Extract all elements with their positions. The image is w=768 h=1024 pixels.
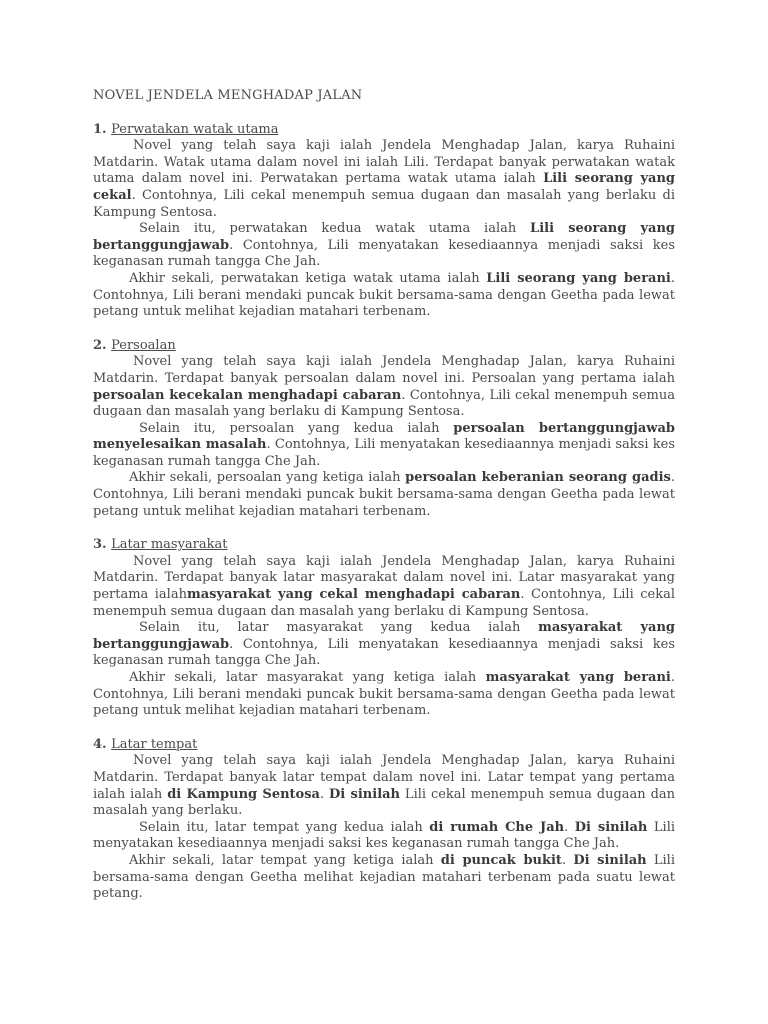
paragraph bbox=[93, 138, 675, 221]
text-run: . Contohnya, Lili berani mendaki puncak bukit bersama-sama dengan Geetha pada lewat petang untuk melihat kejadian matahari terbenam. bbox=[93, 470, 675, 519]
paragraph bbox=[93, 221, 675, 271]
document-page bbox=[93, 88, 675, 903]
text-run: Novel yang telah saya kaji ialah Jendela Menghadap Jalan, karya Ruhaini Matdarin. Terdapat banyak latar masyarakat dalam novel ini. Latar masyarakat yang pertama ialah bbox=[93, 553, 675, 603]
section-number: 2. bbox=[93, 337, 112, 353]
section-heading bbox=[93, 338, 675, 355]
section-4 bbox=[93, 737, 675, 903]
text-run: Akhir sekali, latar masyarakat yang ketiga ialah bbox=[129, 670, 486, 685]
text-run: Lili cekal menempuh semua dugaan dan masalah yang berlaku. bbox=[93, 786, 676, 819]
bold-text: Di sinilah bbox=[329, 786, 401, 802]
bold-text: Lili seorang yang bertanggungjawab bbox=[93, 221, 676, 253]
paragraph bbox=[93, 354, 675, 420]
section-2 bbox=[93, 338, 675, 521]
bold-text: masyarakat yang bertanggungjawab bbox=[93, 620, 675, 652]
text-run: . Contohnya, Lili menyatakan kesediaannya menjadi saksi kes keganasan rumah tangga Che Jah. bbox=[93, 437, 676, 469]
text-run: Lili menyatakan kesediaannya menjadi saksi kes keganasan rumah tangga Che Jah. bbox=[93, 819, 676, 852]
text-run: . Contohnya, Lili menyatakan kesediaannya menjadi saksi kes keganasan rumah tangga Che Jah. bbox=[93, 636, 675, 669]
section-heading bbox=[93, 537, 675, 554]
text-run: . Contohnya, Lili menyatakan kesediaannya menjadi saksi kes keganasan rumah tangga Che Jah. bbox=[93, 237, 675, 270]
bold-text: Lili seorang yang berani bbox=[486, 270, 671, 286]
text-run: Selain itu, latar tempat yang kedua ialah bbox=[139, 819, 430, 835]
section-number: 3. bbox=[93, 537, 112, 553]
bold-text: masyarakat yang cekal menghadapi cabaran bbox=[186, 587, 521, 603]
bold-text: Di sinilah bbox=[573, 852, 647, 868]
bold-text: persoalan kecekalan menghadapi cabaran bbox=[93, 387, 402, 403]
text-run: . bbox=[561, 852, 574, 868]
paragraph bbox=[93, 853, 675, 903]
text-run: Novel yang telah saya kaji ialah Jendela Menghadap Jalan, karya Ruhaini Matdarin. Watak utama dalam novel ini ialah Lili. Terdapat banyak perwatakan watak utama dalam novel ini. Perwatakan pertama watak utama ialah bbox=[93, 138, 675, 187]
paragraph bbox=[93, 421, 675, 471]
bold-text: persoalan keberanian seorang gadis bbox=[405, 470, 671, 486]
text-run: Lili bersama-sama dengan Geetha melihat kejadian matahari terbenam pada suatu lewat petang. bbox=[93, 852, 675, 902]
text-run: . Contohnya, Lili cekal menempuh semua dugaan dan masalah yang berlaku di Kampung Sentosa. bbox=[93, 187, 675, 220]
text-run: Novel yang telah saya kaji ialah Jendela Menghadap Jalan, karya Ruhaini Matdarin. Terdapat banyak persoalan dalam novel ini. Persoalan yang pertama ialah bbox=[93, 354, 675, 386]
section-number: 4. bbox=[93, 736, 112, 752]
paragraph bbox=[93, 470, 675, 520]
section-heading-text: Persoalan bbox=[111, 337, 176, 353]
text-run: Selain itu, latar masyarakat yang kedua ialah bbox=[139, 620, 539, 636]
text-run: Akhir sekali, persoalan yang ketiga ialah bbox=[129, 470, 406, 486]
paragraph bbox=[93, 554, 675, 620]
section-number: 1. bbox=[93, 121, 112, 137]
text-run: . bbox=[319, 786, 330, 802]
section-heading bbox=[93, 122, 675, 139]
paragraph bbox=[93, 271, 675, 321]
text-run: Akhir sekali, latar tempat yang ketiga ialah bbox=[129, 852, 441, 868]
bold-text: di puncak bukit bbox=[440, 852, 562, 868]
text-run: . Contohnya, Lili berani mendaki puncak bukit bersama-sama dengan Geetha pada lewat petang untuk melihat kejadian matahari terbenam. bbox=[93, 670, 676, 719]
paragraph bbox=[93, 753, 675, 819]
text-run: . bbox=[564, 819, 575, 835]
bold-text: masyarakat yang berani bbox=[485, 670, 671, 685]
text-run: Akhir sekali, perwatakan ketiga watak utama ialah bbox=[129, 270, 487, 286]
paragraph bbox=[93, 820, 675, 853]
section-heading bbox=[93, 737, 675, 754]
bold-text: persoalan bertanggungjawab menyelesaikan masalah bbox=[93, 420, 675, 453]
section-heading-text: Perwatakan watak utama bbox=[111, 121, 279, 137]
text-run: Novel yang telah saya kaji ialah Jendela Menghadap Jalan, karya Ruhaini Matdarin. Terdapat banyak latar tempat dalam novel ini. Latar tempat yang pertama ialah ialah bbox=[93, 753, 675, 802]
bold-text: di rumah Che Jah bbox=[429, 819, 565, 835]
text-run: Selain itu, persoalan yang kedua ialah bbox=[139, 420, 454, 436]
text-run: . Contohnya, Lili cekal menempuh semua dugaan dan masalah yang berlaku di Kampung Sentosa. bbox=[93, 587, 675, 619]
bold-text: Di sinilah bbox=[574, 819, 648, 835]
section-3 bbox=[93, 537, 675, 720]
paragraph bbox=[93, 620, 675, 670]
section-heading-text: Latar masyarakat bbox=[111, 537, 228, 553]
document-body bbox=[93, 122, 675, 903]
text-run: . Contohnya, Lili berani mendaki puncak bukit bersama-sama dengan Geetha pada lewat petang untuk melihat kejadian matahari terbenam. bbox=[93, 270, 676, 320]
text-run: . Contohnya, Lili cekal menempuh semua dugaan dan masalah yang berlaku di Kampung Sentosa. bbox=[93, 387, 676, 420]
bold-text: Lili seorang yang cekal bbox=[93, 171, 676, 203]
text-run: Selain itu, perwatakan kedua watak utama ialah bbox=[139, 221, 531, 237]
section-1 bbox=[93, 122, 675, 321]
paragraph bbox=[93, 670, 675, 720]
bold-text: di Kampung Sentosa bbox=[167, 786, 320, 802]
section-heading-text: Latar tempat bbox=[111, 736, 198, 752]
document-title: NOVEL JENDELA MENGHADAP JALAN bbox=[93, 88, 363, 103]
